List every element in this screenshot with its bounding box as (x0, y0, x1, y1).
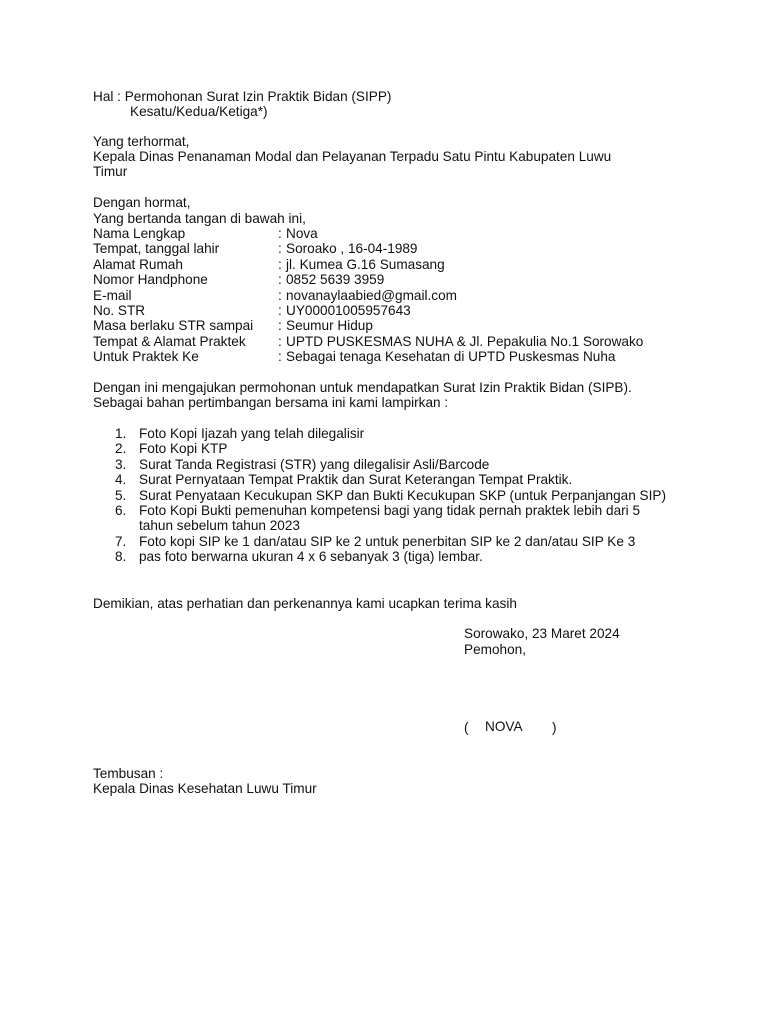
list-item (93, 534, 673, 549)
request-line: Dengan ini mengajukan permohonan untuk mendapatkan Surat Izin Praktik Bidan (SIPB). (93, 380, 632, 395)
subject-line: Hal : Permohonan Surat Izin Praktik Bidan (SIPP) (93, 89, 392, 104)
list-item-text: pas foto berwarna ukuran 4 x 6 sebanyak 3 (tiga) lembar. (139, 549, 483, 565)
list-item (93, 488, 673, 503)
field-label: Nomor Handphone (93, 272, 208, 288)
field-value: jl. Kumea G.16 Sumasang (286, 256, 445, 272)
place-date: Sorowako, 23 Maret 2024 (464, 626, 620, 641)
list-item-number: 8. (115, 549, 127, 565)
list-item-text: Foto Kopi KTP (139, 441, 228, 457)
list-item-number: 5. (115, 487, 127, 503)
list-item (93, 503, 673, 534)
field-separator: : (278, 272, 282, 288)
field-value: Soroako , 16-04-1989 (286, 241, 418, 257)
field-value: 0852 5639 3959 (286, 272, 385, 288)
field-separator: : (278, 302, 282, 318)
field-value: UY00001005957643 (286, 302, 411, 318)
closing-line: Demikian, atas perhatian dan perkenannya kami ucapkan terima kasih (93, 596, 517, 611)
copy-label: Tembusan : (93, 766, 164, 781)
list-item-text: Surat Penyataan Kecukupan SKP dan Bukti Kecukupan SKP (untuk Perpanjangan SIP) (139, 487, 666, 503)
field-label: E-mail (93, 287, 132, 303)
attachment-list (93, 426, 673, 565)
field-value: Seumur Hidup (286, 318, 373, 334)
list-item-text: Foto kopi SIP ke 1 dan/atau SIP ke 2 untuk penerbitan SIP ke 2 dan/atau SIP Ke 3 (139, 533, 636, 549)
field-row (93, 334, 693, 349)
list-item-number: 3. (115, 456, 127, 472)
signature-open-paren: ( (464, 720, 469, 735)
field-label: Untuk Praktek Ke (93, 349, 199, 365)
field-separator: : (278, 287, 282, 303)
list-item (93, 426, 673, 441)
field-row (93, 349, 693, 364)
list-item-number: 7. (115, 533, 127, 549)
field-value: UPTD PUSKESMAS NUHA & Jl. Pepakulia No.1 Sorowako (286, 333, 644, 349)
field-label: Tempat & Alamat Praktek (93, 333, 246, 349)
field-row (93, 272, 693, 287)
field-separator: : (278, 318, 282, 334)
field-separator: : (278, 241, 282, 257)
field-label: No. STR (93, 302, 146, 318)
field-row (93, 288, 693, 303)
subject-options: Kesatu/Kedua/Ketiga*) (130, 104, 268, 119)
field-label: Alamat Rumah (93, 256, 183, 272)
field-separator: : (278, 226, 282, 241)
recipient-line-cont: Timur (93, 164, 128, 179)
field-separator: : (278, 349, 282, 365)
field-label: Masa berlaku STR sampai (93, 318, 254, 334)
list-item-number: 4. (115, 472, 127, 488)
list-item-text: Foto Kopi Bukti pemenuhan kompetensi bagi yang tidak pernah praktek lebih dari 5 tahun sebelum tahun 2023 (139, 503, 641, 534)
list-item (93, 441, 673, 456)
intro-line: Yang bertanda tangan di bawah ini, (93, 211, 306, 226)
field-value: novanaylaabied@gmail.com (286, 287, 457, 303)
recipient-line: Kepala Dinas Penanaman Modal dan Pelayanan Terpadu Satu Pintu Kabupaten Luwu (93, 149, 612, 164)
signature-close-paren: ) (552, 720, 557, 735)
request-line-cont: Sebagai bahan pertimbangan bersama ini kami lampirkan : (93, 395, 449, 410)
signer-role: Pemohon, (464, 642, 526, 657)
list-item-text: Surat Tanda Registrasi (STR) yang dilegalisir Asli/Barcode (139, 456, 490, 472)
list-item (93, 549, 673, 564)
list-item-number: 6. (115, 503, 127, 519)
list-item-number: 2. (115, 441, 127, 457)
field-row (93, 257, 693, 272)
field-value: Nova (286, 226, 318, 241)
list-item-text: Foto Kopi Ijazah yang telah dilegalisir (139, 426, 365, 441)
recipient-salutation: Yang terhormat, (93, 134, 190, 149)
greeting: Dengan hormat, (93, 195, 191, 210)
field-row (93, 318, 693, 333)
identity-fields (93, 226, 693, 365)
list-item (93, 457, 673, 472)
field-value: Sebagai tenaga Kesehatan di UPTD Puskesmas Nuha (286, 349, 616, 365)
copy-recipient: Kepala Dinas Kesehatan Luwu Timur (93, 781, 317, 796)
list-item (93, 472, 673, 487)
field-row (93, 226, 693, 241)
field-separator: : (278, 256, 282, 272)
field-row (93, 303, 693, 318)
list-item-text: Surat Pernyataan Tempat Praktik dan Surat Keterangan Tempat Praktik. (139, 472, 573, 488)
list-item-number: 1. (115, 426, 127, 441)
signer-name: NOVA (485, 719, 523, 734)
field-row (93, 241, 693, 256)
field-label: Nama Lengkap (93, 226, 186, 241)
field-label: Tempat, tanggal lahir (93, 241, 220, 257)
field-separator: : (278, 333, 282, 349)
